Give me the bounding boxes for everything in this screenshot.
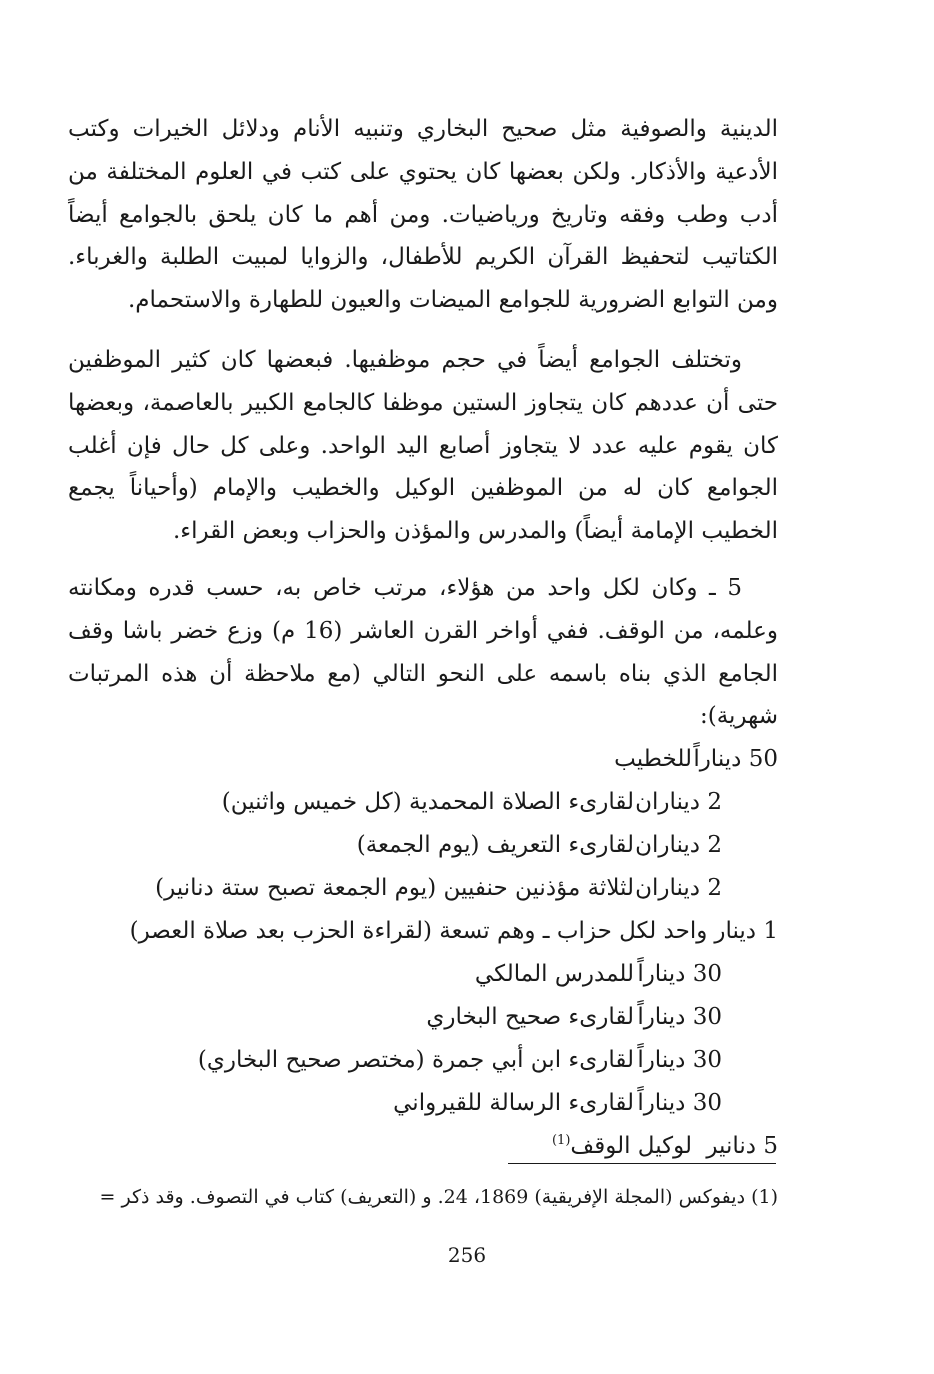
salary-amount: 1 دينار (714, 918, 778, 945)
main-text (68, 108, 778, 1168)
footnote-marker: (1) (551, 1133, 571, 1149)
salary-amount: 2 ديناران (635, 789, 722, 816)
salary-row (68, 1125, 778, 1168)
footnote-divider (508, 1163, 776, 1164)
salary-row (68, 738, 778, 781)
paragraph-2: وتختلف الجوامع أيضاً في حجم موظفيها. فبعضها كان كثير الموظفين حتى أن عددهم كان يتجاوز الستين موظفا كالجامع الكبير بالعاصمة، وبعضها كان يقوم عليه عدد لا يتجاوز أصابع اليد الواحد. وعلى كل حال فإن أغلب الجوامع كان له من الموظفين الوكيل والخطيب والإمام (وأحياناً يجمع الخطيب الإمامة أيضاً) والمدرس والمؤذن والحزاب وبعض القراء. (68, 346, 778, 545)
salary-recipient: لقارىء ابن أبي جمرة (مختصر صحيح البخاري) (197, 1047, 634, 1074)
salary-recipient: لوكيل الوقف (570, 1133, 692, 1160)
salary-recipient: لقارىء صحيح البخاري (426, 1004, 634, 1031)
salary-row (68, 910, 778, 953)
salary-amount: 2 ديناران (635, 875, 722, 902)
salary-amount: 30 ديناراً (637, 1090, 722, 1117)
salary-recipient: للمدرس المالكي (474, 961, 634, 988)
salary-recipient: للخطيب (614, 746, 692, 773)
salary-amount: 30 ديناراً (637, 1047, 722, 1074)
salary-list (68, 738, 778, 1168)
salary-row (68, 781, 778, 824)
salary-amount: 30 ديناراً (637, 1004, 722, 1031)
salary-recipient: لقارىء الرسالة للقيرواني (393, 1090, 634, 1117)
salary-row (68, 996, 778, 1039)
salary-recipient: لثلاثة مؤذنين حنفيين (يوم الجمعة تصبح ستة دنانير) (155, 875, 634, 902)
salary-recipient-with-note (552, 1125, 692, 1168)
page-number: 256 (447, 1243, 487, 1267)
salary-recipient: لقارىء التعريف (يوم الجمعة) (356, 832, 634, 859)
salary-amount: 50 ديناراً (693, 746, 778, 773)
salary-recipient: واحد لكل حزاب ـ وهم تسعة (لقراءة الحزب بعد صلاة العصر) (129, 918, 708, 945)
paragraph-1: الدينية والصوفية مثل صحيح البخاري وتنبيه الأنام ودلائل الخيرات وكتب الأدعية والأذكار. ولكن بعضها كان يحتوي على كتب في العلوم المختلفة من أدب وطب وفقه وتاريخ ورياضيات. ومن أهم ما كان يلحق بالجوامع أيضاً الكتاتيب لتحفيظ القرآن الكريم للأطفال، والزوايا لمبيت الطلبة والغرباء. ومن التوابع الضرورية للجوامع الميضات والعيون للطهارة والاستحمام. (68, 116, 778, 314)
salary-row (68, 1039, 778, 1082)
salary-amount: 5 دنانير (706, 1133, 778, 1160)
salary-row (68, 953, 778, 996)
salary-row (68, 1082, 778, 1125)
paragraph-3: 5 ـ وكان لكل واحد من هؤلاء، مرتب خاص به، حسب قدره ومكانته وعلمه، من الوقف. ففي أواخر القرن العاشر (16 م) وزع خضر باشا وقف الجامع الذي بناه باسمه على النحو التالي (مع ملاحظة أن هذه المرتبات شهرية): (68, 574, 778, 730)
salary-row (68, 867, 778, 910)
salary-amount: 30 ديناراً (637, 961, 722, 988)
salary-recipient: لقارىء الصلاة المحمدية (كل خميس واثنين) (221, 789, 634, 816)
salary-amount: 2 ديناران (635, 832, 722, 859)
salary-row (68, 824, 778, 867)
footnote-text: (1) ديفوكس (المجلة الإفريقية) 1869، 24. و (التعريف) كتاب في التصوف. وقد ذكر = (99, 1186, 778, 1208)
